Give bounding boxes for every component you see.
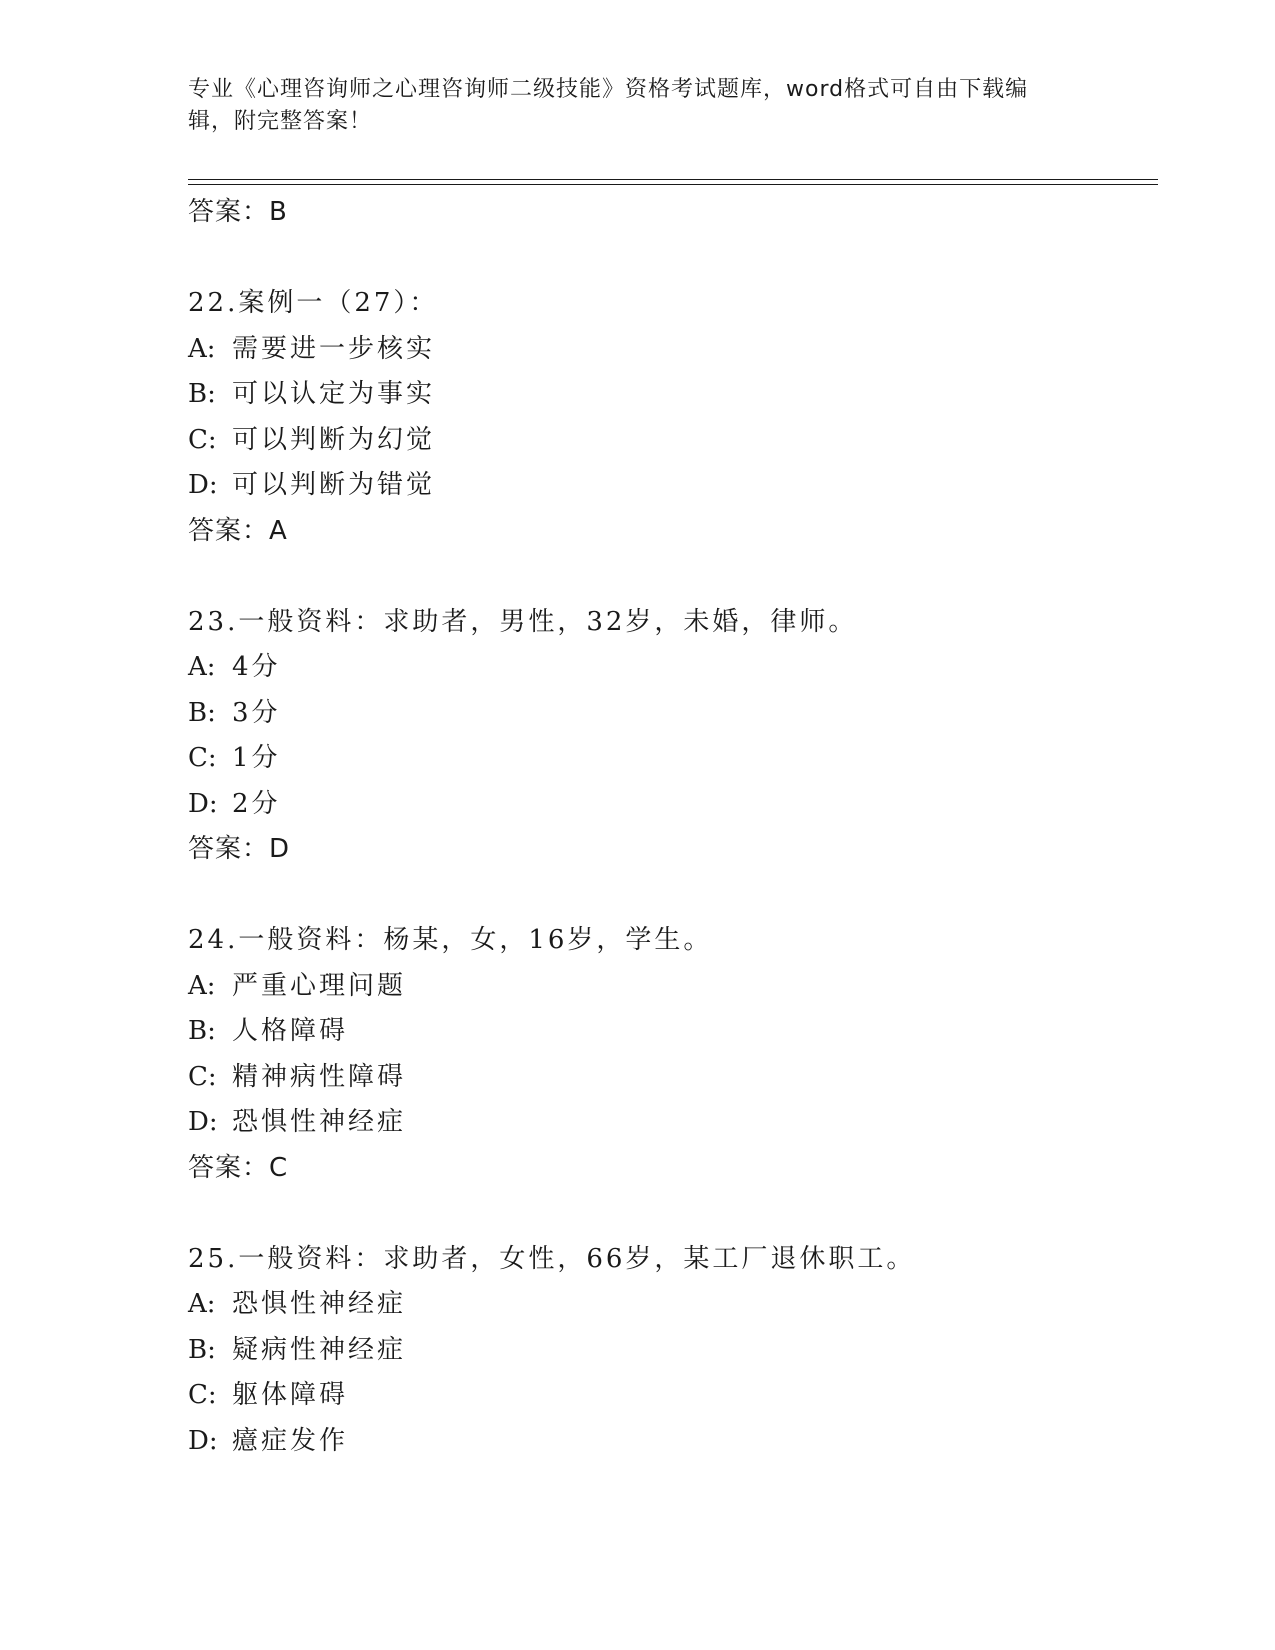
option-letter: C: xyxy=(188,1380,217,1410)
question-23-option-a xyxy=(188,645,1148,691)
option-text: 1分 xyxy=(232,743,281,773)
question-23-answer: 答案：D xyxy=(188,834,291,864)
option-text: 精神病性障碍 xyxy=(232,1061,407,1092)
option-text: 需要进一步核实 xyxy=(232,333,436,364)
option-letter: C: xyxy=(188,743,217,773)
option-letter: A: xyxy=(188,1289,216,1319)
question-22-answer: 答案：A xyxy=(188,515,288,546)
question-24-answer: 答案：C xyxy=(188,1152,289,1183)
option-letter: B: xyxy=(188,697,216,728)
option-letter: D: xyxy=(188,470,218,500)
option-text: 4分 xyxy=(232,652,281,682)
option-text: 可以判断为幻觉 xyxy=(232,424,436,455)
answer-line: 答案：B xyxy=(188,197,288,227)
question-24-option-c xyxy=(188,1055,1148,1101)
header-divider-top xyxy=(188,179,1158,180)
header-divider-bottom xyxy=(188,184,1158,185)
option-letter: C: xyxy=(188,424,217,455)
option-letter: C: xyxy=(188,1061,217,1092)
question-24-option-d xyxy=(188,1100,1148,1146)
option-text: 癔症发作 xyxy=(232,1425,349,1456)
question-25-option-c xyxy=(188,1373,1148,1419)
question-22-stem: 22.案例一（27）： xyxy=(188,288,439,318)
question-25-stem: 25.一般资料：求助者，女性，66岁，某工厂退休职工。 xyxy=(188,1243,916,1274)
question-list xyxy=(188,190,1148,1464)
option-letter: D: xyxy=(188,788,218,819)
option-text: 可以认定为事实 xyxy=(232,379,436,409)
option-text: 躯体障碍 xyxy=(232,1380,349,1410)
option-text: 可以判断为错觉 xyxy=(232,470,436,500)
document-intro: 专业《心理咨询师之心理咨询师二级技能》资格考试题库，word格式可自由下载编辑，附完整答案！ xyxy=(188,77,1029,134)
option-letter: B: xyxy=(188,379,216,409)
option-letter: A: xyxy=(188,970,216,1001)
question-22-option-c xyxy=(188,418,1148,464)
option-text: 2分 xyxy=(232,788,281,819)
option-letter: D: xyxy=(188,1425,218,1456)
question-22-option-a xyxy=(188,327,1148,373)
option-text: 严重心理问题 xyxy=(232,970,407,1001)
question-23-option-c xyxy=(188,736,1148,782)
option-letter: A: xyxy=(188,652,216,682)
spacer xyxy=(188,236,1148,282)
question-24-option-a xyxy=(188,964,1148,1010)
question-25-option-b xyxy=(188,1328,1148,1374)
question-25-option-d xyxy=(188,1419,1148,1465)
option-letter: B: xyxy=(188,1016,216,1046)
question-22-option-d xyxy=(188,463,1148,509)
question-25-option-a xyxy=(188,1282,1148,1328)
question-24-option-b xyxy=(188,1009,1148,1055)
option-letter: A: xyxy=(188,333,216,364)
spacer xyxy=(188,554,1148,600)
spacer xyxy=(188,1191,1148,1237)
option-letter: D: xyxy=(188,1107,218,1137)
question-23-stem: 23.一般资料：求助者，男性，32岁，未婚，律师。 xyxy=(188,606,858,637)
question-22-option-b xyxy=(188,372,1148,418)
option-letter: B: xyxy=(188,1334,216,1365)
question-23-option-d xyxy=(188,782,1148,828)
option-text: 3分 xyxy=(232,697,281,728)
option-text: 恐惧性神经症 xyxy=(232,1289,407,1319)
option-text: 恐惧性神经症 xyxy=(232,1107,407,1137)
question-23-option-b xyxy=(188,691,1148,737)
question-24-stem: 24.一般资料：杨某，女，16岁，学生。 xyxy=(188,925,713,955)
option-text: 人格障碍 xyxy=(232,1016,349,1046)
option-text: 疑病性神经症 xyxy=(232,1334,407,1365)
spacer xyxy=(188,873,1148,919)
